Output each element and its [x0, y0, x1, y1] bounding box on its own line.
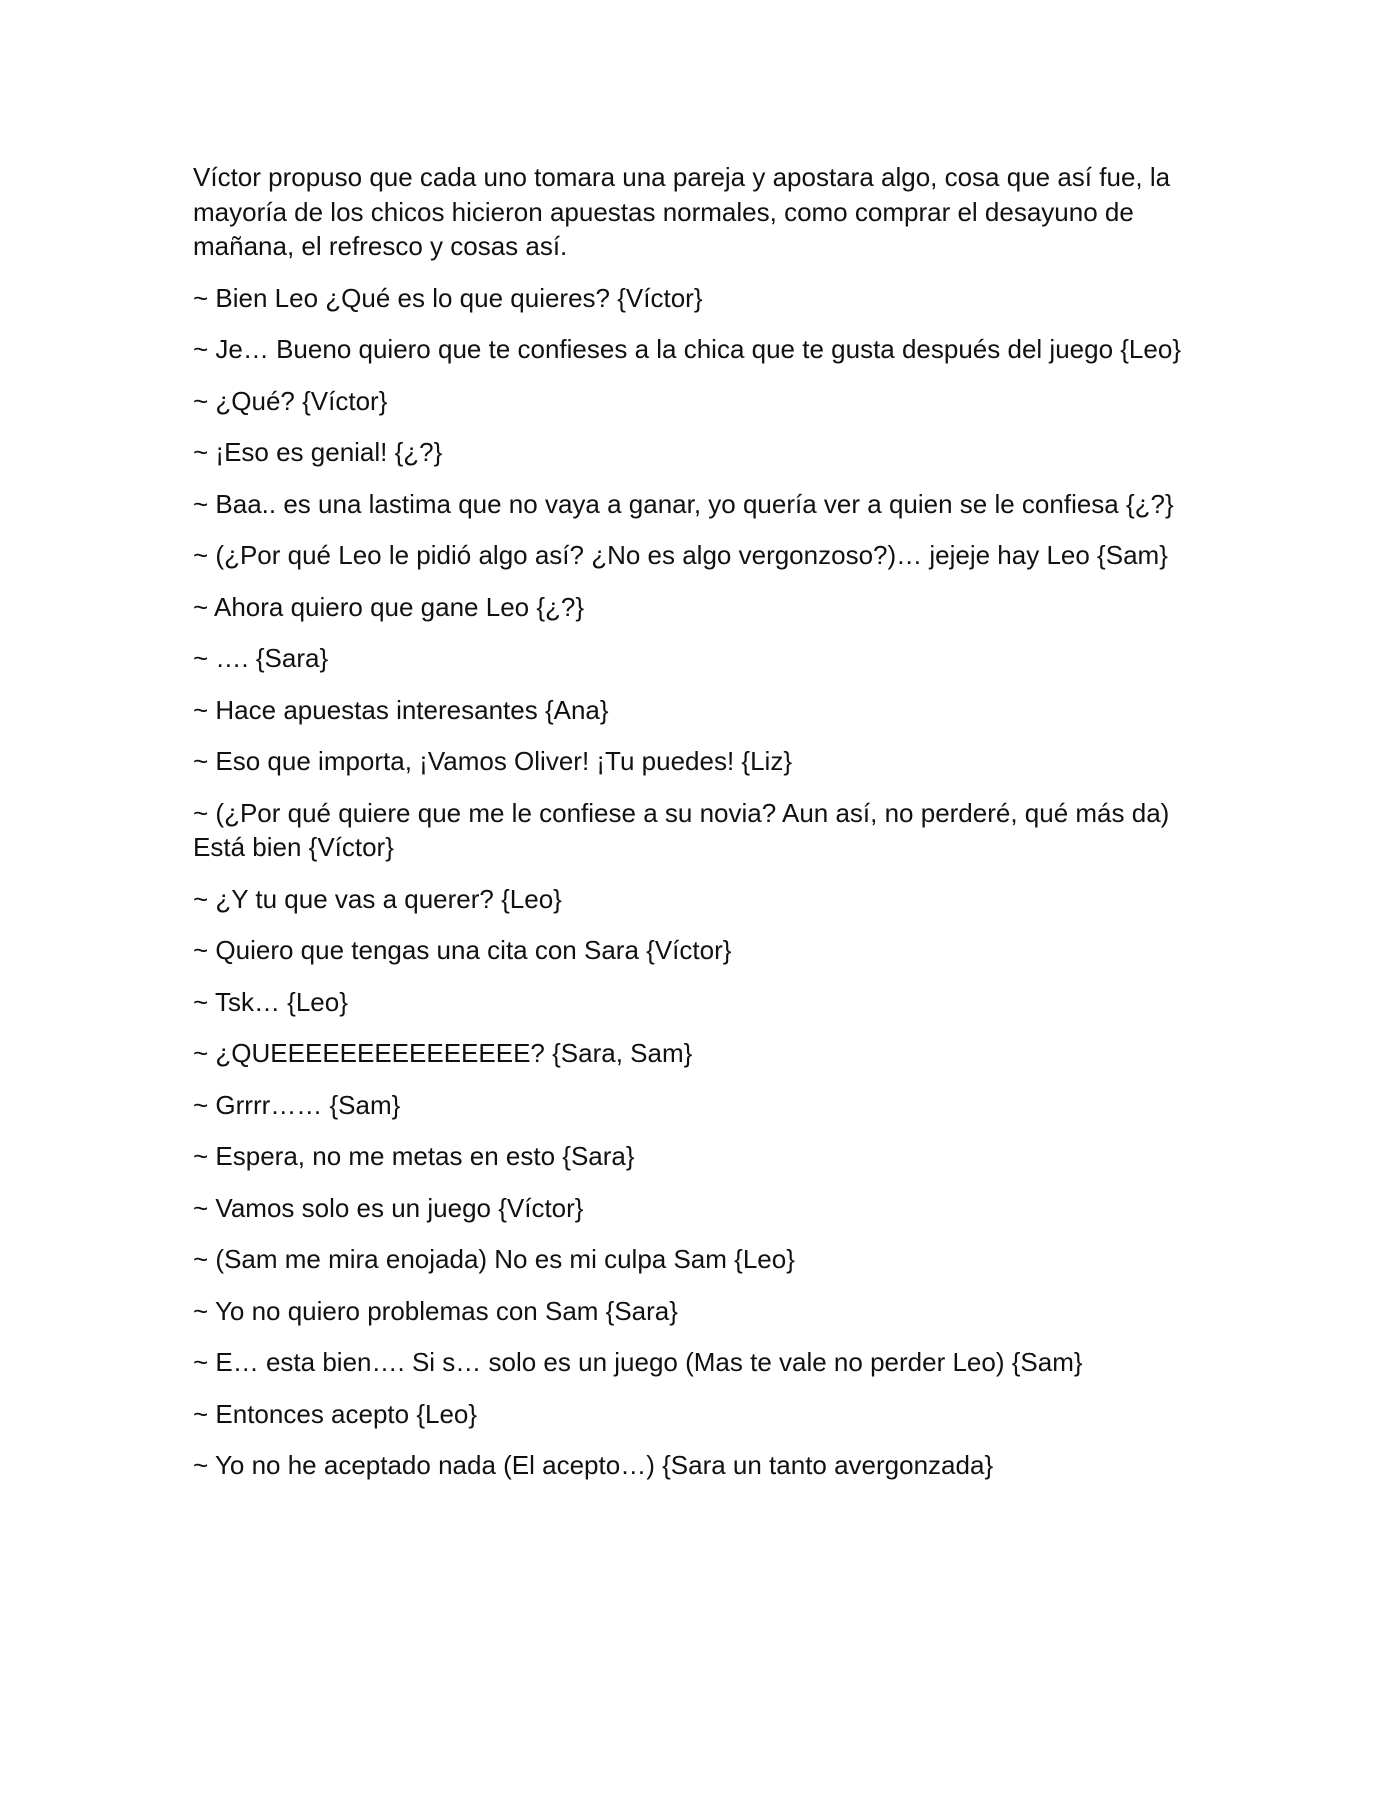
dialogue-line: ~ (¿Por qué Leo le pidió algo así? ¿No es algo vergonzoso?)… jejeje hay Leo {Sam} — [193, 540, 1168, 570]
dialogue-line: ~ ¡Eso es genial! {¿?} — [193, 437, 443, 467]
dialogue-line: ~ (Sam me mira enojada) No es mi culpa Sam {Leo} — [193, 1244, 795, 1274]
dialogue-line: ~ E… esta bien…. Si s… solo es un juego (Mas te vale no perder Leo) {Sam} — [193, 1347, 1083, 1377]
dialogue-line: ~ ¿Qué? {Víctor} — [193, 385, 388, 416]
dialogue-line: ~ Entonces acepto {Leo} — [193, 1398, 478, 1429]
dialogue-line: ~ Ahora quiero que gane Leo {¿?} — [193, 591, 585, 622]
dialogue-line: ~ Grrrr…… {Sam} — [193, 1089, 401, 1120]
dialogue-line: ~ Je… Bueno quiero que te confieses a la chica que te gusta después del juego {Leo} — [193, 334, 1181, 364]
dialogue-line: ~ ¿Y tu que vas a querer? {Leo} — [193, 883, 562, 914]
dialogue-line: ~ Baa.. es una lastima que no vaya a ganar, yo quería ver a quien se le confiesa {¿?} — [193, 488, 1174, 519]
dialogue-line: ~ Tsk… {Leo} — [193, 986, 348, 1017]
document-body — [193, 160, 1213, 1500]
dialogue-line: ~ (¿Por qué quiere que me le confiese a su novia? Aun así, no perderé, qué más da) Está bien {Víctor} — [193, 797, 1170, 862]
dialogue-line: ~ Eso que importa, ¡Vamos Oliver! ¡Tu puedes! {Liz} — [193, 746, 793, 776]
dialogue-line: ~ ¿QUEEEEEEEEEEEEEEE? {Sara, Sam} — [193, 1038, 693, 1068]
dialogue-line: ~ Vamos solo es un juego {Víctor} — [193, 1192, 584, 1223]
dialogue-line: ~ Yo no quiero problemas con Sam {Sara} — [193, 1295, 678, 1326]
dialogue-line: ~ Hace apuestas interesantes {Ana} — [193, 694, 609, 725]
intro-paragraph: Víctor propuso que cada uno tomara una pareja y apostara algo, cosa que así fue, la mayoría de los chicos hicieron apuestas normales, como comprar el desayuno de mañana, el refresco y cosas así. — [193, 162, 1171, 261]
dialogue-line: ~ Yo no he aceptado nada (El acepto…) {Sara un tanto avergonzada} — [193, 1450, 994, 1480]
dialogue-line: ~ Espera, no me metas en esto {Sara} — [193, 1141, 635, 1171]
dialogue-line: ~ …. {Sara} — [193, 643, 329, 673]
dialogue-line: ~ Quiero que tengas una cita con Sara {Víctor} — [193, 935, 732, 965]
dialogue-line: ~ Bien Leo ¿Qué es lo que quieres? {Víctor} — [193, 282, 703, 313]
